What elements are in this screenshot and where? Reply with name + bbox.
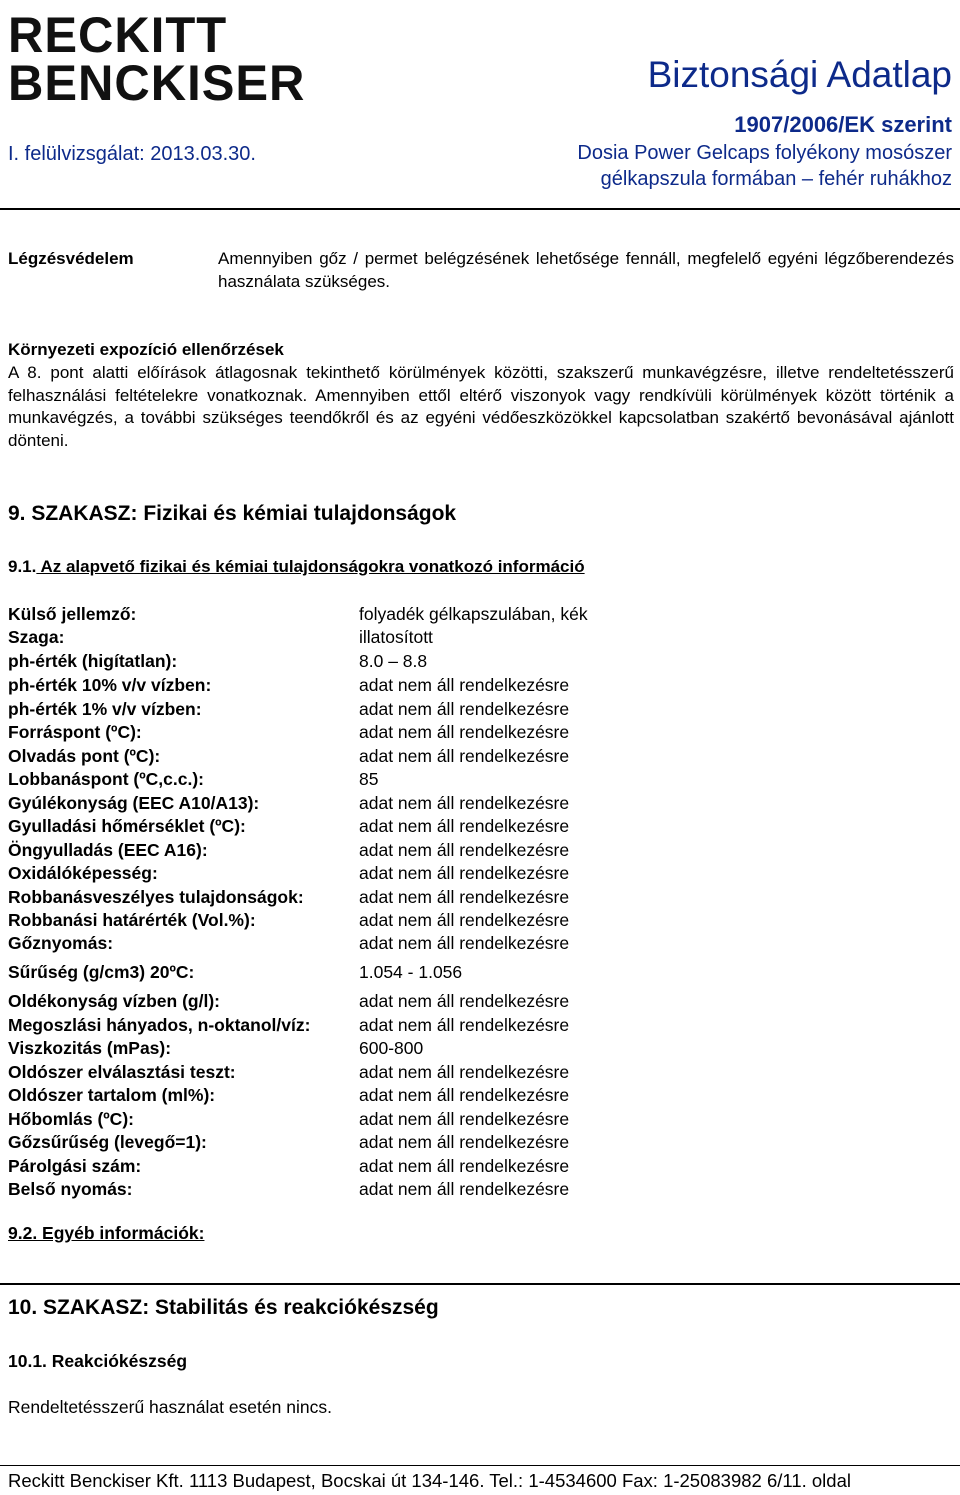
property-value: adat nem áll rendelkezésre [359,1085,570,1105]
property-value: adat nem áll rendelkezésre [359,1062,570,1082]
property-value: adat nem áll rendelkezésre [359,1132,570,1152]
property-label: Gyulladási hőmérséklet (ºC): [8,816,246,836]
property-label: ph-érték 10% v/v vízben: [8,675,212,695]
property-label: Gőzsűrűség (levegő=1): [8,1132,207,1152]
property-label: Robbanási határérték (Vol.%): [8,910,256,930]
property-value: adat nem áll rendelkezésre [359,699,570,719]
property-label: Oldékonyság vízben (g/l): [8,991,220,1011]
property-value: adat nem áll rendelkezésre [359,840,570,860]
property-value: folyadék gélkapszulában, kék [359,604,588,624]
property-value: adat nem áll rendelkezésre [359,910,570,930]
property-label: Gőznyomás: [8,933,114,953]
property-value: adat nem áll rendelkezésre [359,1156,570,1176]
property-label: Megoszlási hányados, n-oktanol/víz: [8,1015,311,1035]
product-name-line-1: Dosia Power Gelcaps folyékony mosószer [577,142,952,164]
property-value: adat nem áll rendelkezésre [359,887,570,907]
property-label: Oldószer elválasztási teszt: [8,1062,236,1082]
property-value: adat nem áll rendelkezésre [359,933,570,953]
property-label: Sűrűség (g/cm3) 20ºC: [8,962,195,982]
product-name-line-2: gélkapszula formában – fehér ruhákhoz [600,168,952,190]
property-label: Szaga: [8,627,65,647]
section-divider [0,1283,960,1285]
section-10-title: 10. SZAKASZ: Stabilitás és reakciókészség [8,1296,439,1319]
property-value: adat nem áll rendelkezésre [359,1179,570,1199]
respiratory-protection-label: Légzésvédelem [8,249,134,268]
property-value: illatosított [359,627,433,647]
logo-line-2: BENCKISER [8,55,306,111]
property-label: Viszkozitás (mPas): [8,1038,172,1058]
property-value: adat nem áll rendelkezésre [359,722,570,742]
property-value: adat nem áll rendelkezésre [359,863,570,883]
property-label: Olvadás pont (ºC): [8,746,161,766]
property-value: adat nem áll rendelkezésre [359,1109,570,1129]
property-label: Öngyulladás (EEC A16): [8,840,208,860]
property-label: Hőbomlás (ºC): [8,1109,134,1129]
property-label: Belső nyomás: [8,1179,133,1199]
property-value: 1.054 - 1.056 [359,962,463,982]
footer-divider [0,1465,960,1466]
property-value: adat nem áll rendelkezésre [359,991,570,1011]
property-label: Párolgási szám: [8,1156,142,1176]
property-value: adat nem áll rendelkezésre [359,793,570,813]
environment-exposure-text: A 8. pont alatti előírások átlagosnak tekinthető körülmények közötti, szakszerű munkavégzésre, illetve rendeltetésszerű felhasználási feltételekre vonatkoznak. Amennyiben ettől eltérő viszonyok vagy rendkívüli körülmények között történik a munkavégzés, a további szükséges teendőkről és az egyéni védőeszközökkel kapcsolatban szakértő bevonásával ajánlott dönteni. [8,363,954,450]
property-label: ph-érték (higítatlan): [8,651,178,671]
property-label: Külső jellemző: [8,604,137,624]
property-label: ph-érték 1% v/v vízben: [8,699,202,719]
property-label: Gyúlékonyság (EEC A10/A13): [8,793,260,813]
document-title: Biztonsági Adatlap [647,54,952,95]
property-label: Robbanásveszélyes tulajdonságok: [8,887,304,907]
section-9-title: 9. SZAKASZ: Fizikai és kémiai tulajdonságok [8,502,457,525]
property-value: adat nem áll rendelkezésre [359,746,570,766]
page-footer: Reckitt Benckiser Kft. 1113 Budapest, Bocskai út 134-146. Tel.: 1-4534600 Fax: 1-25083982 6/11. oldal [8,1470,851,1491]
property-value: 600-800 [359,1038,424,1058]
property-value: 8.0 – 8.8 [359,651,428,671]
respiratory-protection-text: Amennyiben gőz / permet belégzésének lehetősége fennáll, megfelelő egyéni légzőberendezés használata szükséges. [218,249,954,291]
regulation-reference: 1907/2006/EK szerint [734,112,952,137]
revision-date: I. felülvizsgálat: 2013.03.30. [8,143,256,165]
subsection-9-1-title [8,557,585,577]
company-logo [8,6,306,111]
subsection-9-1-text: Az alapvető fizikai és kémiai tulajdonságokra vonatkozó információ [36,557,585,576]
property-value: adat nem áll rendelkezésre [359,816,570,836]
subsection-10-1-text: Rendeltetésszerű használat esetén nincs. [8,1397,332,1417]
logo-line-1: RECKITT [8,7,228,63]
property-label: Oxidálóképesség: [8,863,158,883]
property-label: Oldószer tartalom (ml%): [8,1085,216,1105]
header-divider [0,208,960,210]
subsection-9-1-number: 9.1. [8,557,37,576]
subsection-9-2-title: 9.2. Egyéb információk: [8,1223,205,1243]
property-value: adat nem áll rendelkezésre [359,1015,570,1035]
property-label: Lobbanáspont (ºC,c.c.): [8,769,204,789]
environment-exposure-heading: Környezeti expozíció ellenőrzések [8,340,284,359]
property-value: 85 [359,769,379,789]
property-label: Forráspont (ºC): [8,722,142,742]
property-value: adat nem áll rendelkezésre [359,675,570,695]
subsection-10-1-title: 10.1. Reakciókészség [8,1351,188,1371]
